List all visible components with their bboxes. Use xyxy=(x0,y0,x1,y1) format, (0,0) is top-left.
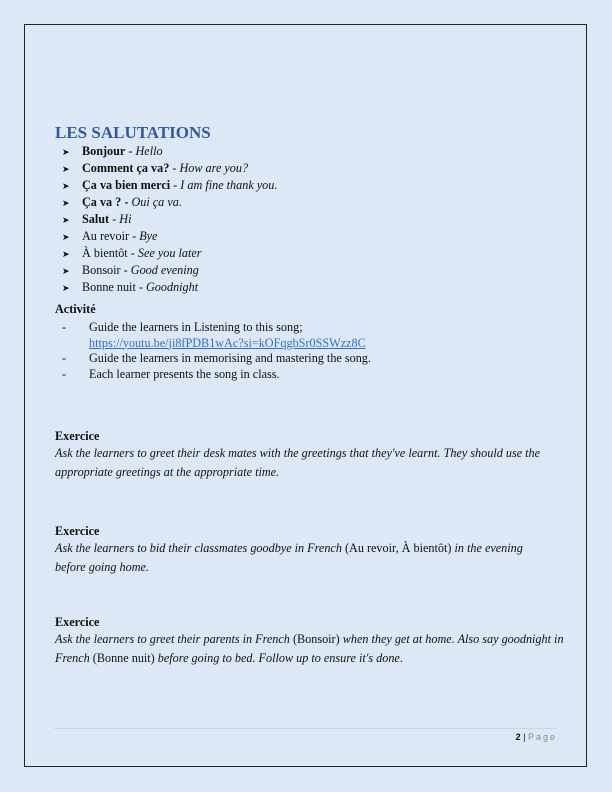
english-translation: I am fine thank you. xyxy=(180,178,278,192)
french-phrase: Au revoir xyxy=(82,229,130,243)
list-item: - Each learner presents the song in class. xyxy=(62,366,280,381)
activity-heading: Activité xyxy=(55,302,96,316)
greeting-item xyxy=(62,177,277,194)
activity-text: Guide the learners in memorising and mastering the song. xyxy=(89,351,371,365)
song-link[interactable]: https://youtu.be/ji8fPDB1wAc?si=kOFqgbSr0SSWzz8C xyxy=(89,335,366,350)
arrow-bullet-icon: ➤ xyxy=(62,266,70,276)
greeting-item xyxy=(62,194,277,211)
english-translation: Hi xyxy=(119,212,132,226)
page-number: 2 | Page xyxy=(515,732,557,742)
exercise-heading: Exercice xyxy=(55,524,100,538)
separator: - xyxy=(129,229,140,243)
greeting-item xyxy=(62,245,277,262)
greetings-list xyxy=(62,143,277,296)
separator: - xyxy=(125,144,136,158)
french-phrase: Salut xyxy=(82,212,110,226)
arrow-bullet-icon: ➤ xyxy=(62,164,70,174)
arrow-bullet-icon: ➤ xyxy=(62,249,70,259)
french-phrase: Bonsoir xyxy=(82,263,121,277)
footer-divider xyxy=(54,728,557,729)
exercise-heading: Exercice xyxy=(55,429,100,443)
english-translation: See you later xyxy=(137,246,202,260)
arrow-bullet-icon: ➤ xyxy=(62,198,70,208)
greeting-item xyxy=(62,211,277,228)
french-phrase: Ça va bien merci xyxy=(82,178,171,192)
greeting-item xyxy=(62,143,277,160)
french-phrase: Ça va ? - xyxy=(82,195,129,209)
arrow-bullet-icon: ➤ xyxy=(62,283,70,293)
arrow-bullet-icon: ➤ xyxy=(62,181,70,191)
english-translation: Good evening xyxy=(130,263,199,277)
french-phrase: Bonne nuit xyxy=(82,280,136,294)
english-translation: Oui ça va. xyxy=(131,195,182,209)
greeting-item xyxy=(62,160,277,177)
exercise-text: Ask the learners to greet their parents in French (Bonsoir) when they get at home. Also say goodnight in French (Bonne nuit) before going to bed. Follow up to ensure it's done. xyxy=(55,632,564,665)
exercise-text: Ask the learners to greet their desk mates with the greetings that they've learnt. They should use the appropriate greetings at the appropriate time. xyxy=(55,446,541,479)
list-item: - Guide the learners in Listening to this song; https://youtu.be/ji8fPDB1wAc?si=kOFqgbSr0SSWzz8C xyxy=(62,320,366,350)
french-phrase: Comment ça va? xyxy=(82,161,170,175)
arrow-bullet-icon: ➤ xyxy=(62,232,70,242)
greeting-item xyxy=(62,228,277,245)
list-item: - Guide the learners in memorising and mastering the song. xyxy=(62,351,371,365)
page-title: LES SALUTATIONS xyxy=(55,123,211,142)
arrow-bullet-icon: ➤ xyxy=(62,147,70,157)
separator: - xyxy=(127,246,138,260)
activity-text: Each learner presents the song in class. xyxy=(89,366,280,381)
french-phrase: Bonjour xyxy=(82,144,126,158)
separator: - xyxy=(170,178,181,192)
exercise-text: Ask the learners to bid their classmates goodbye in French (Au revoir, À bientôt) in the evening before going home. xyxy=(55,541,523,574)
separator: - xyxy=(120,263,131,277)
english-translation: Hello xyxy=(135,144,163,158)
english-translation: How are you? xyxy=(179,161,249,175)
separator: - xyxy=(135,280,146,294)
activity-text: Guide the learners in Listening to this song; xyxy=(89,320,303,334)
english-translation: Bye xyxy=(139,229,158,243)
separator: - xyxy=(169,161,180,175)
french-phrase: À bientôt xyxy=(82,246,128,260)
exercise-heading: Exercice xyxy=(55,615,100,629)
english-translation: Goodnight xyxy=(145,280,199,294)
separator: - xyxy=(109,212,120,226)
arrow-bullet-icon: ➤ xyxy=(62,215,70,225)
greeting-item xyxy=(62,279,277,296)
greeting-item xyxy=(62,262,277,279)
activity-list xyxy=(62,320,371,382)
